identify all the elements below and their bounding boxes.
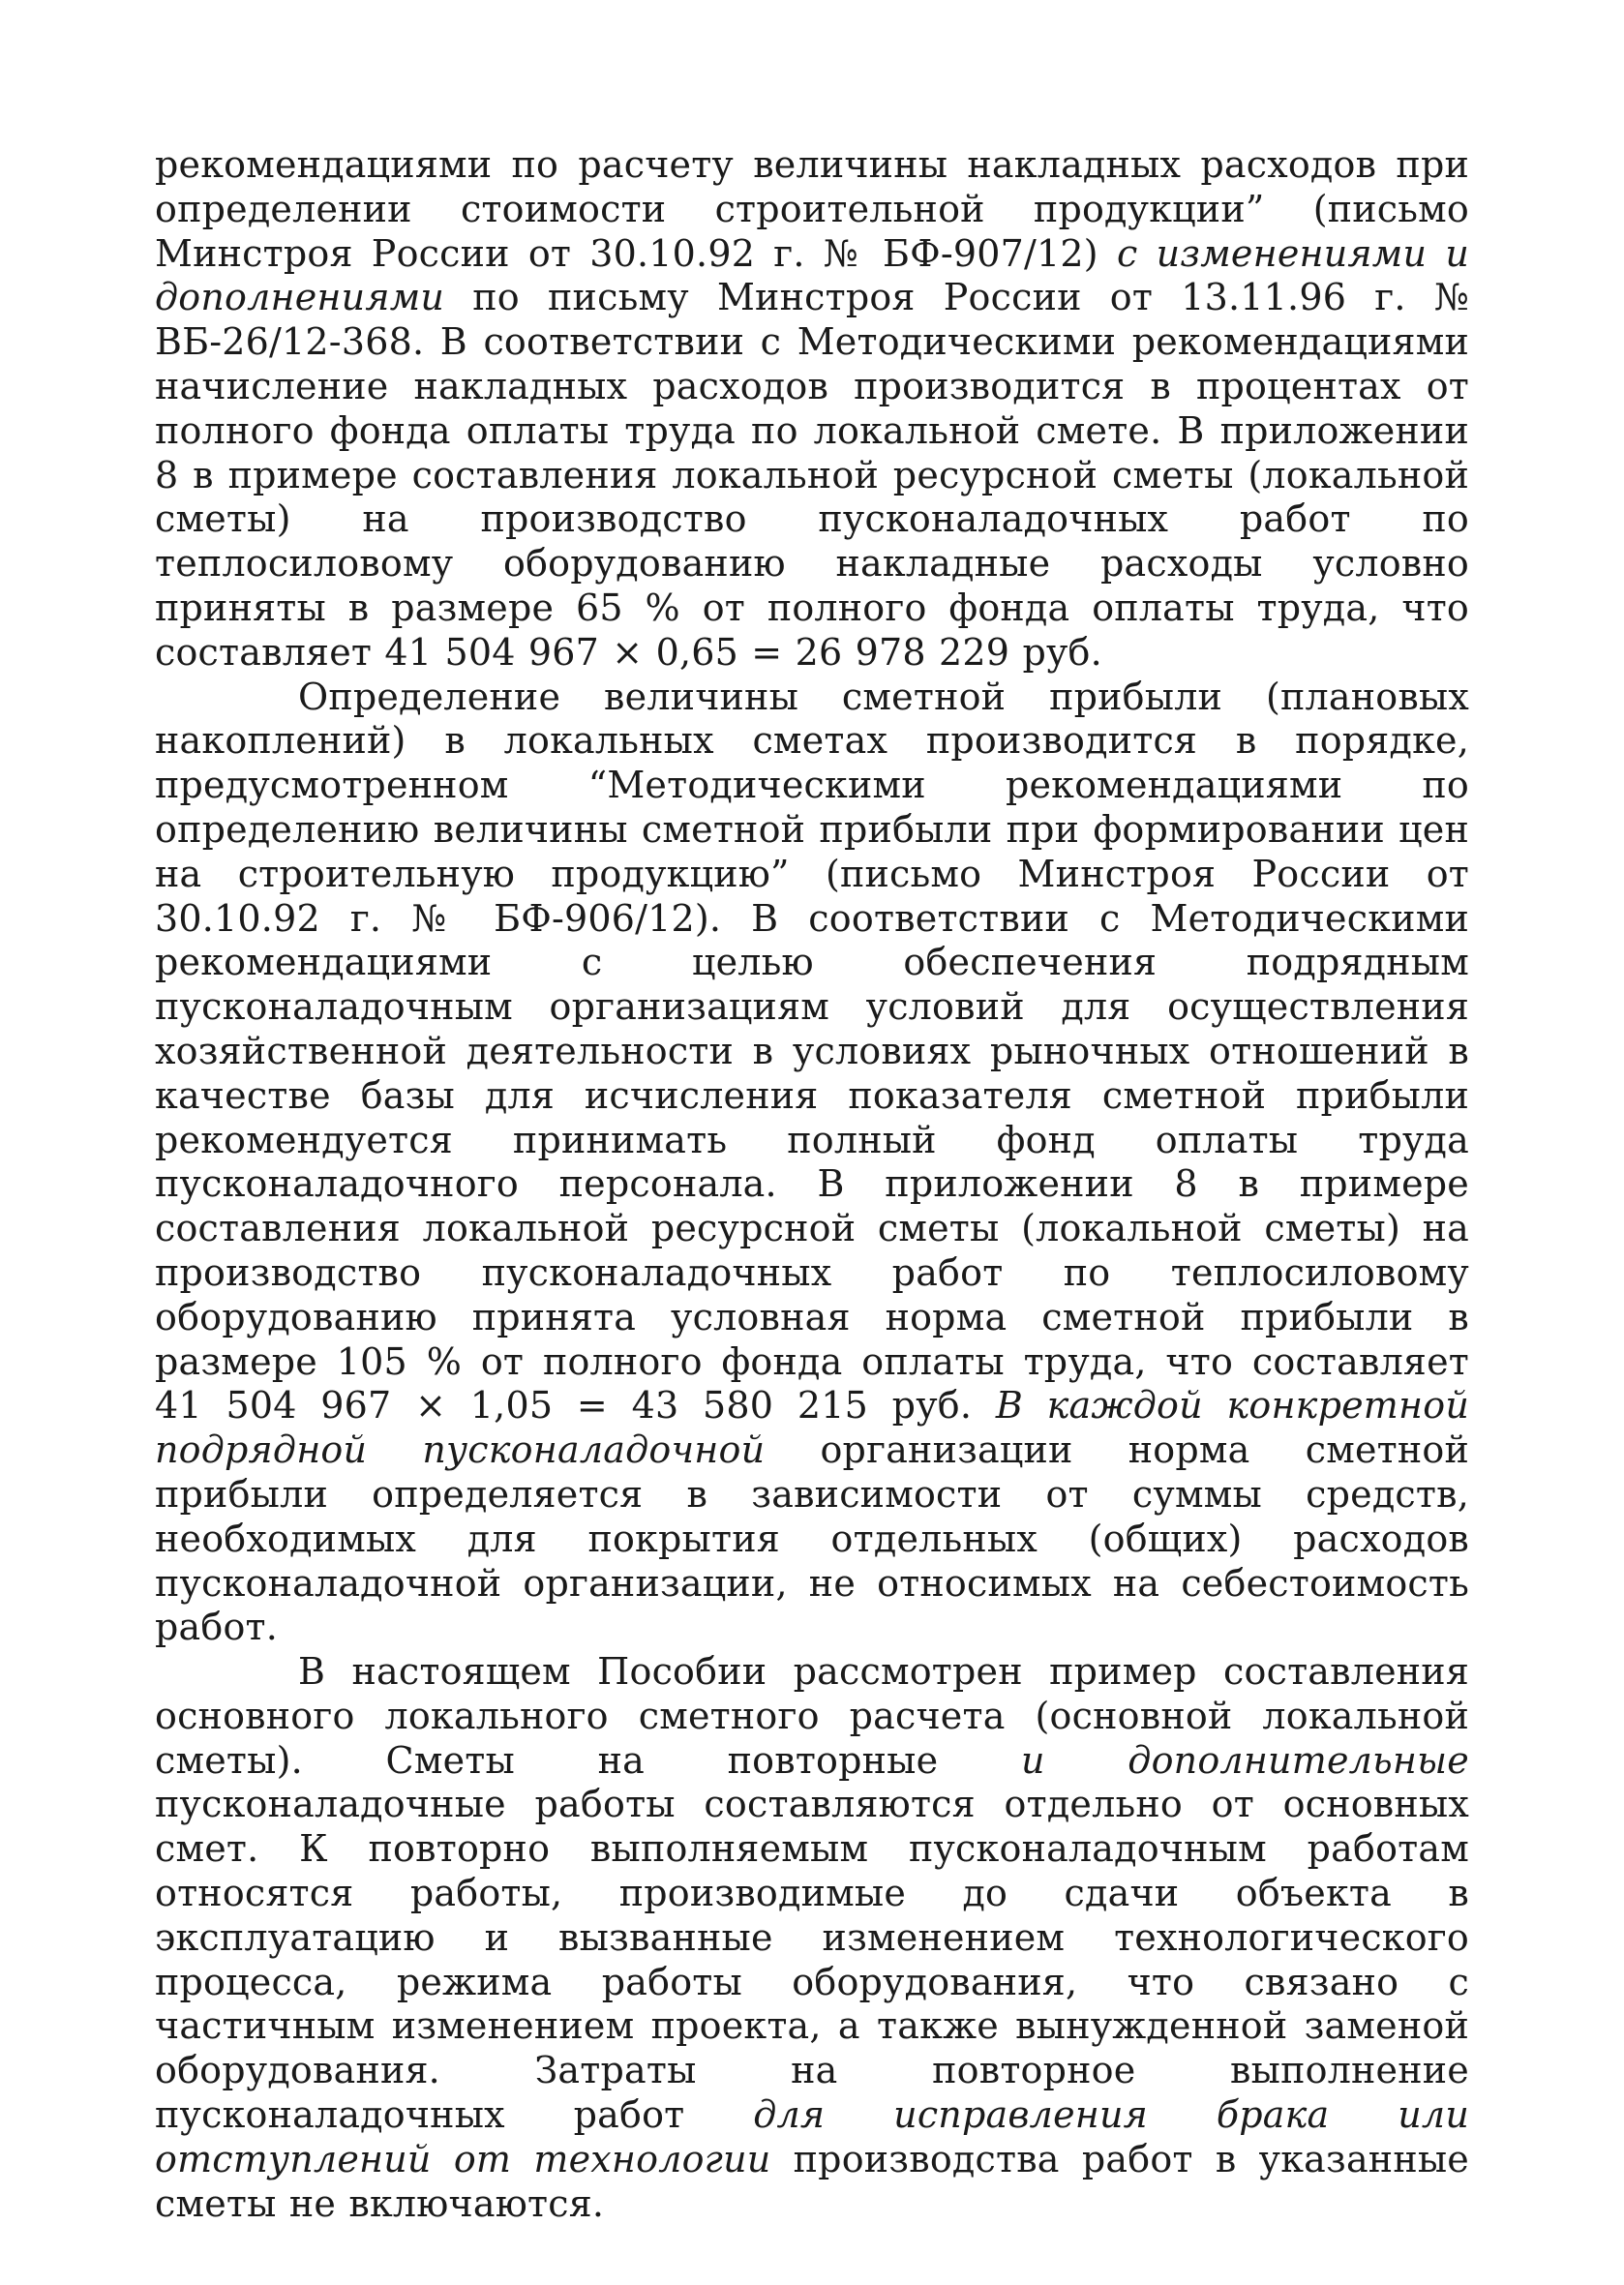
paragraph-estimated-profit [155,676,1469,1651]
document-page [155,143,1469,2226]
text-run-italic: В каждой конкретной подрядной пусконаладочной [155,1384,1470,1472]
paragraph-repeat-works [155,1650,1469,2226]
text-run-italic: и дополнительные [1020,1738,1469,1782]
text-run-italic: для исправления брака или отступлений от технологии [155,2093,1469,2180]
text-run: В настоящем Пособии рассмотрен пример составления основного локального сметного расчета (основной локальной сметы). Сметы на повторные [155,1650,1469,1782]
text-run: по письму Минстроя России от 13.11.96 г. № ВБ-26/12-368. В соответствии с Методическими рекомендациями начисление накладных расходов производится в процентах от полного фонда оплаты труда по локальной смете. В приложении 8 в примере составления локальной ресурсной сметы (локальной сметы) на производство пусконаладочных работ по теплосиловому оборудованию накладные расходы условно приняты в размере 65 % от полного фонда оплаты труда, что составляет 41 504 967 × 0,65 = 26 978 229 руб. [155,276,1469,674]
paragraph-overhead-costs [155,143,1469,676]
text-run: организации норма сметной прибыли определяется в зависимости от суммы средств, необходимых для покрытия отдельных (общих) расходов пусконаладочной организации, не относимых на себестоимость работ. [155,1428,1469,1649]
text-run: Определение величины сметной прибыли (плановых накоплений) в локальных сметах производится в порядке, предусмотренном “Методическими рекомендациями по определению величины сметной прибыли при формировании цен на строительную продукцию” (письмо Минстроя России от 30.10.92 г. № БФ-906/12). В соответствии с Методическими рекомендациями с целью обеспечения подрядным пусконаладочным организациям условий для осуществления хозяйственной деятельности в условиях рыночных отношений в качестве базы для исчисления показателя сметной прибыли рекомендуется принимать полный фонд оплаты труда пусконаладочного персонала. В приложении 8 в примере составления локальной ресурсной сметы (локальной сметы) на производство пусконаладочных работ по теплосиловому оборудованию принята условная норма сметной прибыли в размере 105 % от полного фонда оплаты труда, что составляет 41 504 967 × 1,05 = 43 580 215 руб. [155,675,1469,1428]
text-run: пусконаладочные работы составляются отдельно от основных смет. К повторно выполняемым пусконаладочным работам относятся работы, производимые до сдачи объекта в эксплуатацию и вызванные изменением технологического процесса, режима работы оборудования, что связано с частичным изменением проекта, а также вынужденной заменой оборудования. Затраты на повторное выполнение пусконаладочных работ [155,1783,1469,2137]
text-run: рекомендациями по расчету величины накладных расходов при определении стоимости строительной продукции” (письмо Минстроя России от 30.10.92 г. № БФ-907/12) [155,143,1469,275]
text-run-italic: с изменениями и дополнениями [155,231,1469,319]
text-run: производства работ в указанные сметы не включаются. [155,2137,1469,2225]
